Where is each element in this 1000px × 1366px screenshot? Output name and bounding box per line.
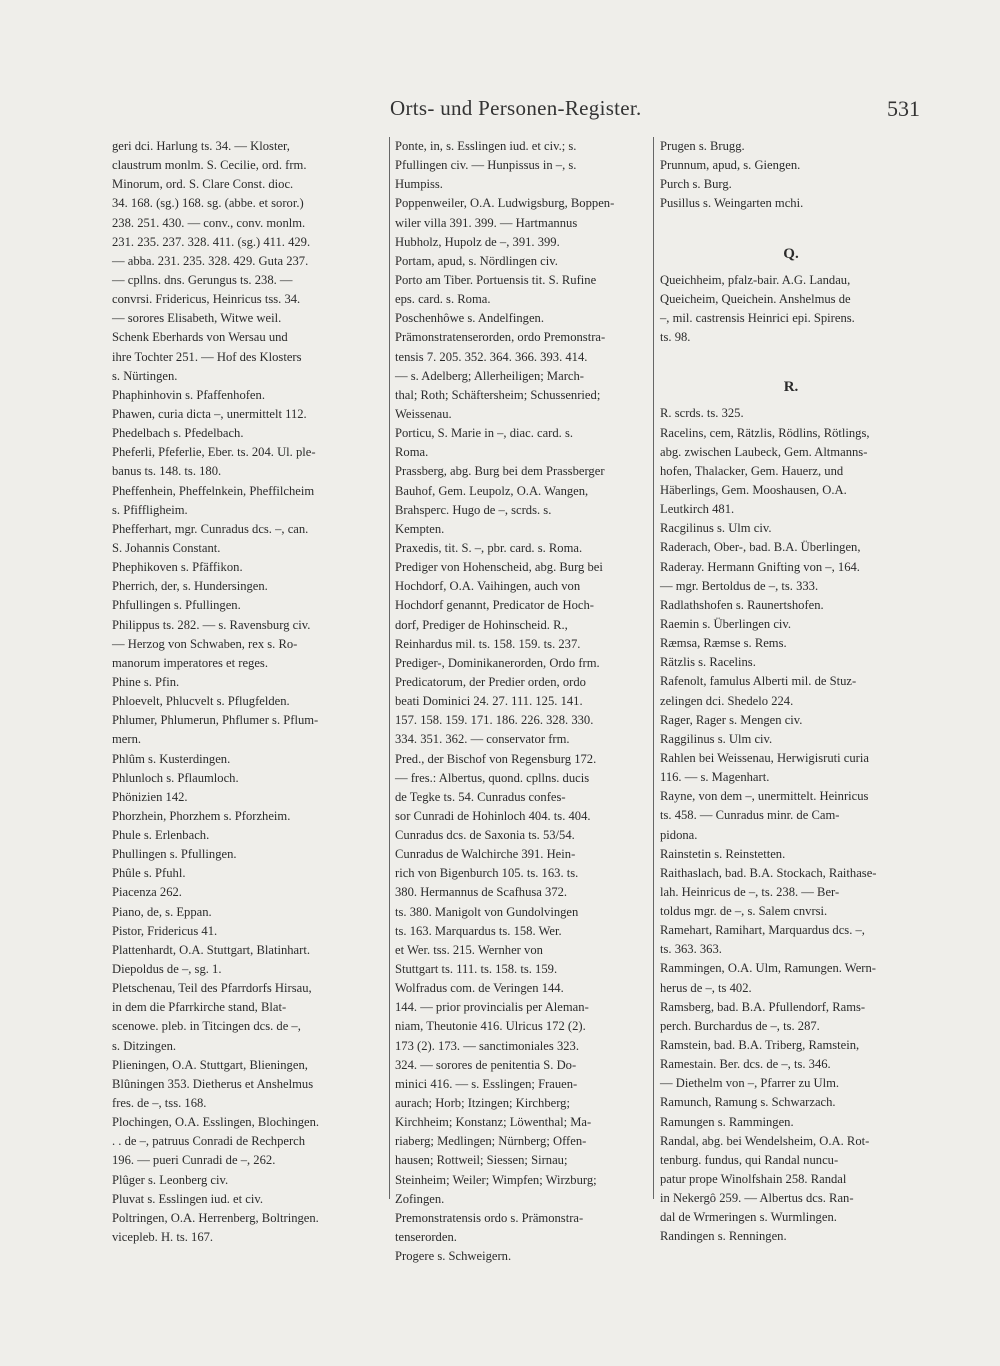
register-line: 173 (2). 173. — sanctimoniales 323. xyxy=(395,1038,579,1053)
register-line: R. scrds. ts. 325. xyxy=(660,406,744,421)
register-line: Rainstetin s. Reinstetten. xyxy=(660,846,786,861)
register-line: Phullingen s. Pfullingen. xyxy=(112,847,237,862)
register-line: 334. 351. 362. — conservator frm. xyxy=(395,732,570,747)
register-line: Randingen s. Renningen. xyxy=(660,1229,787,1244)
register-line: Piacenza 262. xyxy=(112,885,182,900)
register-column-middle xyxy=(395,137,643,1266)
register-line: convrsi. Fridericus, Heinricus tss. 34. xyxy=(112,292,301,307)
register-line: vicepleb. H. ts. 167. xyxy=(112,1230,214,1245)
register-line: Phlunloch s. Pflaumloch. xyxy=(112,770,239,785)
register-line: Leutkirch 481. xyxy=(660,502,735,517)
register-line: 380. Hermannus de Scafhusa 372. xyxy=(395,885,568,900)
register-line: fres. de –, tss. 168. xyxy=(112,1096,207,1111)
register-line xyxy=(660,347,922,366)
register-line: Predicatorum, der Predier orden, ordo xyxy=(395,674,586,689)
register-line: Rafenolt, famulus Alberti mil. de Stuz- xyxy=(660,674,857,689)
register-line: Häberlings, Gem. Mooshausen, O.A. xyxy=(660,482,847,497)
register-line: Cunradus dcs. de Saxonia ts. 53/54. xyxy=(395,828,575,843)
register-line: sor Cunradi de Hohinloch 404. ts. 404. xyxy=(395,808,591,823)
register-line: Phorzhein, Phorzhem s. Pforzheim. xyxy=(112,808,291,823)
register-line: Ramstein, bad. B.A. Triberg, Ramstein, xyxy=(660,1038,860,1053)
register-line: riaberg; Medlingen; Nürnberg; Offen- xyxy=(395,1134,587,1149)
register-line: 238. 251. 430. — conv., conv. monlm. xyxy=(112,215,306,230)
register-line: banus ts. 148. ts. 180. xyxy=(112,464,222,479)
register-line: minici 416. — s. Esslingen; Frauen- xyxy=(395,1076,578,1091)
register-line: Portam, apud, s. Nördlingen civ. xyxy=(395,253,558,268)
register-line: Humpiss. xyxy=(395,177,443,192)
register-line: Bauhof, Gem. Leupolz, O.A. Wangen, xyxy=(395,483,589,498)
register-line: Diepoldus de –, sg. 1. xyxy=(112,962,222,977)
register-line: Phefferhart, mgr. Cunradus dcs. –, can. xyxy=(112,521,309,536)
section-letter: R. xyxy=(783,379,799,396)
register-line: Stuttgart ts. 111. ts. 158. ts. 159. xyxy=(395,962,558,977)
register-line: Philippus ts. 282. — s. Ravensburg civ. xyxy=(112,617,311,632)
register-line: — cpllns. dns. Gerungus ts. 238. — xyxy=(112,272,293,287)
register-line: et Wer. tss. 215. Wernher von xyxy=(395,942,543,957)
register-line: Ponte, in, s. Esslingen iud. et civ.; s. xyxy=(395,139,577,153)
register-line: Pherrich, der, s. Hundersingen. xyxy=(112,579,268,594)
register-line: tenserorden. xyxy=(395,1230,457,1245)
register-line: 231. 235. 237. 328. 411. (sg.) 411. 429. xyxy=(112,234,311,249)
page-header xyxy=(390,96,920,130)
register-line: Hubholz, Hupolz de –, 391. 399. xyxy=(395,234,560,249)
register-line: Rätzlis s. Racelins. xyxy=(660,655,756,670)
register-line: Phawen, curia dicta –, unermittelt 112. xyxy=(112,406,307,421)
register-line: Rammingen, O.A. Ulm, Ramungen. Wern- xyxy=(660,961,876,976)
register-line: de Tegke ts. 54. Cunradus confes- xyxy=(395,789,566,804)
register-line: Phine s. Pfin. xyxy=(112,674,180,689)
register-line: 144. — prior provincialis per Aleman- xyxy=(395,1000,589,1015)
register-line: Pheferli, Pfeferlie, Eber. ts. 204. Ul. ple- xyxy=(112,445,316,460)
register-line: Prediger von Hohenscheid, abg. Burg bei xyxy=(395,560,603,575)
column-divider xyxy=(653,137,654,1199)
register-line: Ramestain. Ber. dcs. de –, ts. 346. xyxy=(660,1057,831,1072)
register-line: Prassberg, abg. Burg bei dem Prassberger xyxy=(395,464,605,479)
register-line: thal; Roth; Schäftersheim; Schussenried; xyxy=(395,387,601,402)
register-line: Piano, de, s. Eppan. xyxy=(112,904,212,919)
register-column-right xyxy=(660,137,922,1247)
register-line: Prämonstratenserorden, ordo Premonstra- xyxy=(395,330,606,345)
register-line: niam, Theutonie 416. Ulricus 172 (2). xyxy=(395,1019,586,1034)
register-line: Phloevelt, Phlucvelt s. Pflugfelden. xyxy=(112,694,290,709)
register-line: Ramunch, Ramung s. Schwarzach. xyxy=(660,1095,836,1110)
register-line: Rayne, von dem –, unermittelt. Heinricus xyxy=(660,789,869,804)
register-line: claustrum monlm. S. Cecilie, ord. frm. xyxy=(112,158,307,173)
register-line: dorf, Prediger de Hohinscheid. R., xyxy=(395,617,568,632)
register-line: perch. Burchardus de –, ts. 287. xyxy=(660,1018,820,1033)
page-number: 531 xyxy=(887,96,920,121)
register-line: Pred., der Bischof von Regensburg 172. xyxy=(395,751,597,766)
register-line: Premonstratensis ordo s. Prämonstra- xyxy=(395,1210,584,1225)
register-line: Porticu, S. Marie in –, diac. card. s. xyxy=(395,426,574,441)
register-line: Racgilinus s. Ulm civ. xyxy=(660,521,772,536)
running-title: Orts- und Personen-Register. xyxy=(390,96,642,120)
register-line: s. Ditzingen. xyxy=(112,1038,177,1053)
register-line: Wolfradus com. de Veringen 144. xyxy=(395,981,564,996)
register-line: Raemin s. Überlingen civ. xyxy=(660,616,792,631)
register-line: hausen; Rottweil; Siessen; Sirnau; xyxy=(395,1153,568,1168)
register-line: tenburg. fundus, qui Randal nuncu- xyxy=(660,1152,839,1167)
register-line: hofen, Thalacker, Gem. Hauerz, und xyxy=(660,463,844,478)
register-line: Kempten. xyxy=(395,521,445,536)
register-line: Pusillus s. Weingarten mchi. xyxy=(660,196,804,211)
register-line: Weissenau. xyxy=(395,406,452,421)
register-line: Phule s. Erlenbach. xyxy=(112,828,210,843)
register-line: Zofingen. xyxy=(395,1191,445,1206)
register-line: Plochingen, O.A. Esslingen, Blochingen. xyxy=(112,1115,320,1130)
register-line: eps. card. s. Roma. xyxy=(395,292,491,307)
register-line: Cunradus de Walchirche 391. Hein- xyxy=(395,847,576,862)
register-line: — Herzog von Schwaben, rex s. Ro- xyxy=(112,636,298,651)
register-line: dal de Wrmeringen s. Wurmlingen. xyxy=(660,1210,837,1225)
register-line: Plieningen, O.A. Stuttgart, Blieningen, xyxy=(112,1057,308,1072)
register-line: — sorores Elisabeth, Witwe weil. xyxy=(112,311,282,326)
register-line: Phönizien 142. xyxy=(112,789,188,804)
register-line: Prediger-, Dominikanerorden, Ordo frm. xyxy=(395,655,600,670)
register-line: ts. 163. Marquardus ts. 158. Wer. xyxy=(395,923,562,938)
register-line: 116. — s. Magenhart. xyxy=(660,770,770,785)
register-line: Raderay. Hermann Gnifting von –, 164. xyxy=(660,559,860,574)
register-line: –, mil. castrensis Heinrici epi. Spirens. xyxy=(660,310,855,325)
register-line: Hochdorf, O.A. Vaihingen, auch von xyxy=(395,579,581,594)
register-line: Prunnum, apud, s. Giengen. xyxy=(660,158,801,173)
register-line: — s. Adelberg; Allerheiligen; March- xyxy=(395,368,584,383)
register-column-left xyxy=(112,137,382,1247)
register-line: lah. Heinricus de –, ts. 238. — Ber- xyxy=(660,884,840,899)
register-line: Pletschenau, Teil des Pfarrdorfs Hirsau, xyxy=(112,981,312,996)
register-line: Brahsperc. Hugo de –, scrds. s. xyxy=(395,502,552,517)
register-line: Queichheim, pfalz-bair. A.G. Landau, xyxy=(660,272,851,287)
register-line: Raggilinus s. Ulm civ. xyxy=(660,731,773,746)
register-line: ihre Tochter 251. — Hof des Klosters xyxy=(112,349,302,364)
register-line: Progere s. Schweigern. xyxy=(395,1249,512,1264)
register-line: ts. 363. 363. xyxy=(660,942,722,957)
register-line: Pfullingen civ. — Hunpissus in –, s. xyxy=(395,158,577,173)
register-line: Reinhardus mil. ts. 158. 159. ts. 237. xyxy=(395,636,581,651)
register-line: Rahlen bei Weissenau, Herwigisruti curia xyxy=(660,750,869,765)
register-line: — abba. 231. 235. 328. 429. Guta 237. xyxy=(112,253,309,268)
register-line: Raithaslach, bad. B.A. Stockach, Raithase- xyxy=(660,865,877,880)
register-line: Phephikoven s. Pfäffikon. xyxy=(112,560,243,575)
register-line: Randal, abg. bei Wendelsheim, O.A. Rot- xyxy=(660,1133,870,1148)
register-line: Phedelbach s. Pfedelbach. xyxy=(112,426,244,441)
register-line: 157. 158. 159. 171. 186. 226. 328. 330. xyxy=(395,713,594,728)
register-line: Racelins, cem, Rätzlis, Rödlins, Rötlings, xyxy=(660,425,870,440)
register-line: toldus mgr. de –, s. Salem cnvrsi. xyxy=(660,904,828,919)
column-divider xyxy=(389,137,390,1199)
register-line: Pluvat s. Esslingen iud. et civ. xyxy=(112,1191,263,1206)
register-line: rich von Bigenburch 105. ts. 163. ts. xyxy=(395,866,579,881)
register-line: Prugen s. Brugg. xyxy=(660,139,745,153)
register-line: Blûningen 353. Dietherus et Anshelmus xyxy=(112,1076,314,1091)
register-line: scenowe. pleb. in Titcingen dcs. de –, xyxy=(112,1019,301,1034)
register-line: Roma. xyxy=(395,445,429,460)
register-line: Ramungen s. Rammingen. xyxy=(660,1114,794,1129)
register-line: Ramsberg, bad. B.A. Pfullendorf, Rams- xyxy=(660,999,866,1014)
register-line xyxy=(660,214,922,233)
register-line: geri dci. Harlung ts. 34. — Kloster, xyxy=(112,139,290,153)
register-line: Plûger s. Leonberg civ. xyxy=(112,1172,229,1187)
register-line: patur prope Winolfshain 258. Randal xyxy=(660,1172,847,1187)
register-line: s. Nürtingen. xyxy=(112,368,178,383)
register-line: aurach; Horb; Itzingen; Kirchberg; xyxy=(395,1096,570,1111)
register-line: S. Johannis Constant. xyxy=(112,540,221,555)
register-line: pidona. xyxy=(660,827,698,842)
register-line: Minorum, ord. S. Clare Const. dioc. xyxy=(112,177,294,192)
register-line: — mgr. Bertoldus de –, ts. 333. xyxy=(660,578,819,593)
register-line: manorum imperatores et reges. xyxy=(112,655,268,670)
register-line: s. Pfiffligheim. xyxy=(112,502,188,517)
section-letter: Q. xyxy=(783,245,799,262)
register-line: in dem die Pfarrkirche stand, Blat- xyxy=(112,1000,287,1015)
register-line: Porto am Tiber. Portuensis tit. S. Rufine xyxy=(395,272,597,287)
register-line: ts. 98. xyxy=(660,330,691,345)
register-line: Phlûm s. Kusterdingen. xyxy=(112,751,231,766)
register-line: Raderach, Ober-, bad. B.A. Überlingen, xyxy=(660,540,861,555)
register-line: Phaphinhovin s. Pfaffenhofen. xyxy=(112,387,265,402)
register-line: — Diethelm von –, Pfarrer zu Ulm. xyxy=(660,1076,840,1091)
register-line: Phfullingen s. Pfullingen. xyxy=(112,598,241,613)
register-line: ts. 380. Manigolt von Gundolvingen xyxy=(395,904,579,919)
register-line: beati Dominici 24. 27. 111. 125. 141. xyxy=(395,694,583,709)
register-line: Poppenweiler, O.A. Ludwigsburg, Boppen- xyxy=(395,196,615,211)
register-line: ts. 458. — Cunradus minr. de Cam- xyxy=(660,808,840,823)
register-line: tensis 7. 205. 352. 364. 366. 393. 414. xyxy=(395,349,588,364)
register-line: abg. zwischen Laubeck, Gem. Altmanns- xyxy=(660,444,868,459)
register-line: Schenk Eberhards von Wersau und xyxy=(112,330,288,345)
register-line: Poltringen, O.A. Herrenberg, Boltringen. xyxy=(112,1210,319,1225)
register-line: Poschenhôwe s. Andelfingen. xyxy=(395,311,545,326)
register-line: 196. — pueri Cunradi de –, 262. xyxy=(112,1153,276,1168)
register-line: Steinheim; Weiler; Wimpfen; Wirzburg; xyxy=(395,1172,597,1187)
register-line: Plattenhardt, O.A. Stuttgart, Blatinhart. xyxy=(112,942,310,957)
register-line: Phûle s. Pfuhl. xyxy=(112,866,186,881)
register-line: 324. — sorores de penitentia S. Do- xyxy=(395,1057,577,1072)
register-line: herus de –, ts 402. xyxy=(660,980,752,995)
register-line: Radlathshofen s. Raunertshofen. xyxy=(660,597,824,612)
register-line: Kirchheim; Konstanz; Löwenthal; Ma- xyxy=(395,1115,592,1130)
register-line: Phlumer, Phlumerun, Phflumer s. Pflum- xyxy=(112,713,319,728)
register-line: Purch s. Burg. xyxy=(660,177,732,192)
register-line: Pistor, Fridericus 41. xyxy=(112,923,218,938)
register-line: 34. 168. (sg.) 168. sg. (abbe. et soror.) xyxy=(112,196,304,211)
register-line: in Nekergô 259. — Albertus dcs. Ran- xyxy=(660,1191,854,1206)
register-line: zelingen dci. Shedelo 224. xyxy=(660,693,794,708)
register-line: Pheffenhein, Pheffelnkein, Pheffilcheim xyxy=(112,483,315,498)
register-line: Rager, Rager s. Mengen civ. xyxy=(660,712,803,727)
register-line: Praxedis, tit. S. –, pbr. card. s. Roma. xyxy=(395,540,583,555)
register-line: Queicheim, Queichein. Anshelmus de xyxy=(660,291,851,306)
register-line: wiler villa 391. 399. — Hartmannus xyxy=(395,215,578,230)
register-line: . . de –, patruus Conradi de Rechperch xyxy=(112,1134,306,1149)
register-line: — fres.: Albertus, quond. cpllns. ducis xyxy=(395,770,590,785)
register-line: Hochdorf genannt, Predicator de Hoch- xyxy=(395,598,594,613)
register-line: Ræmsa, Ræmse s. Rems. xyxy=(660,636,787,651)
register-line: Ramehart, Ramihart, Marquardus dcs. –, xyxy=(660,923,865,938)
register-line: mern. xyxy=(112,732,142,747)
